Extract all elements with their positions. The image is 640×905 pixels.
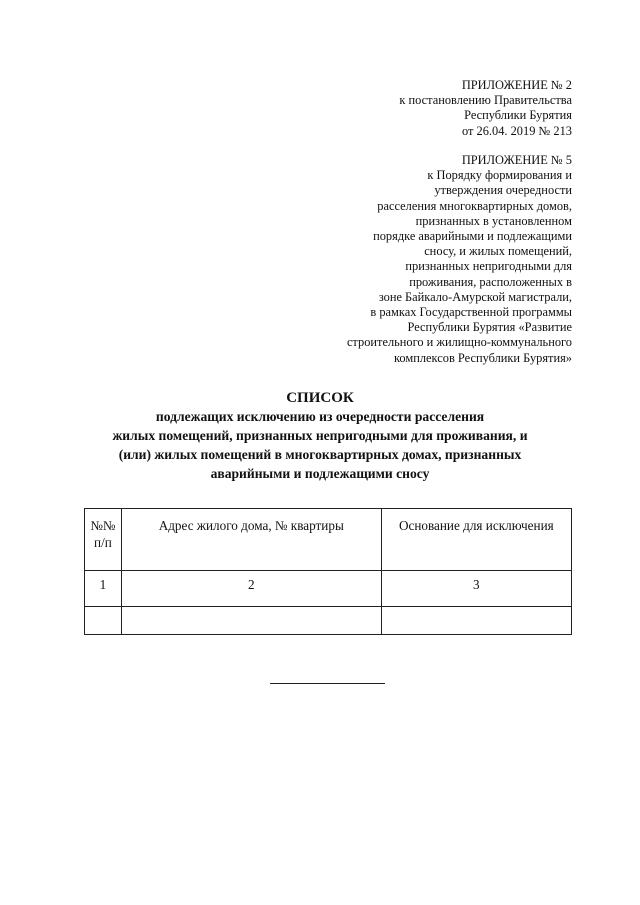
appendix-5-line: ПРИЛОЖЕНИЕ № 5: [461, 153, 572, 167]
appendix-5-line: зоне Байкало-Амурской магистрали,: [378, 289, 572, 304]
appendix-5-line: строительного и жилищно-коммунального: [346, 335, 572, 350]
column-number-cell: 2: [121, 571, 381, 607]
appendix-5-line: расселения многоквартирных домов,: [377, 198, 572, 213]
table-row: [85, 607, 572, 635]
appendix-5-line: Республики Бурятия «Развитие: [407, 320, 572, 335]
document-subtitle-line: аварийными и подлежащими сносу: [210, 466, 430, 481]
document-title-block: [60, 389, 580, 483]
appendix-5-line: к Порядку формирования и: [427, 168, 572, 183]
header-number: [85, 509, 122, 571]
footer-divider-line: [270, 683, 385, 684]
appendix-2-line: к постановлению Правительства: [399, 93, 572, 108]
appendix-5-line: в рамках Государственной программы: [370, 305, 572, 320]
table-cell: [85, 607, 122, 635]
header-number-line1: №№: [90, 518, 116, 533]
document-subtitle-line: (или) жилых помещений в многоквартирных домах, признанных: [118, 447, 522, 462]
appendix-2-block: [399, 78, 572, 139]
appendix-5-line: утверждения очередности: [434, 183, 572, 198]
appendix-5-line: проживания, расположенных в: [409, 274, 572, 289]
header-number-line2: п/п: [94, 535, 112, 550]
appendix-2-line: от 26.04. 2019 № 213: [461, 123, 572, 138]
table-cell: [381, 607, 571, 635]
header-reason: Основание для исключения: [381, 509, 571, 571]
document-subtitle-line: подлежащих исключению из очередности расселения: [155, 409, 485, 424]
document-title: СПИСОК: [286, 390, 354, 406]
table-header-row: [85, 509, 572, 571]
appendix-5-line: сносу, и жилых помещений,: [424, 244, 572, 259]
document-subtitle-line: жилых помещений, признанных непригодными для проживания, и: [112, 428, 528, 443]
header-address: Адрес жилого дома, № квартиры: [121, 509, 381, 571]
column-numbering-row: [85, 571, 572, 607]
appendix-5-line: комплексов Республики Бурятия»: [394, 350, 572, 365]
table-cell: [121, 607, 381, 635]
appendix-5-line: признанных в установленном: [415, 213, 572, 228]
column-number-cell: 3: [381, 571, 571, 607]
exclusion-list-table: [84, 508, 572, 635]
appendix-5-line: признанных непригодными для: [405, 259, 572, 274]
appendix-2-line: ПРИЛОЖЕНИЕ № 2: [461, 78, 572, 92]
appendix-5-block: [347, 153, 572, 366]
appendix-2-line: Республики Бурятия: [464, 108, 572, 123]
column-number-cell: 1: [85, 571, 122, 607]
appendix-5-line: порядке аварийными и подлежащими: [373, 229, 572, 244]
